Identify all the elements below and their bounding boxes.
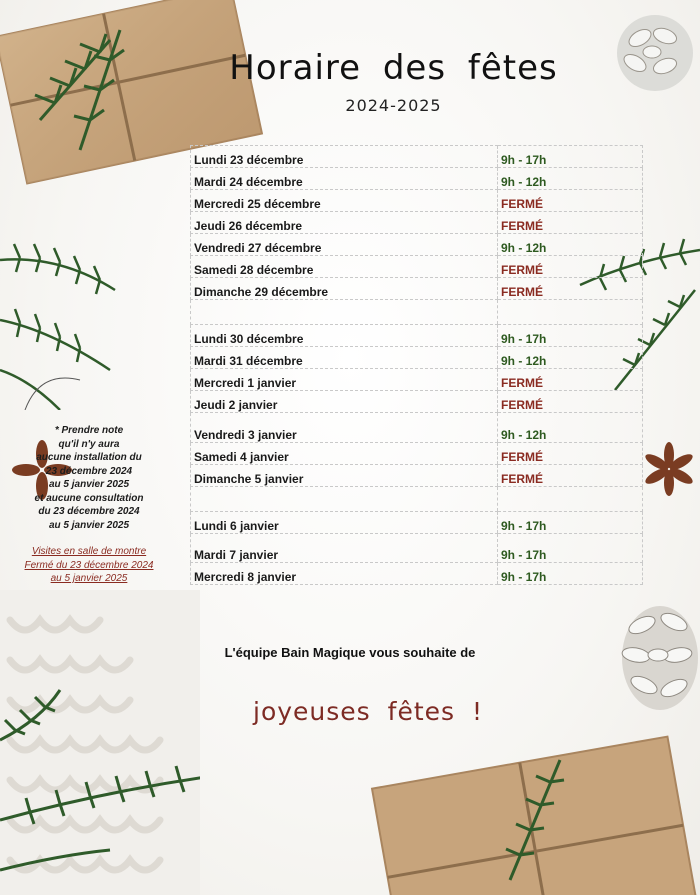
day-cell: Jeudi 2 janvier bbox=[191, 391, 498, 413]
table-row bbox=[191, 190, 643, 212]
installation-note bbox=[14, 424, 164, 532]
day-cell: Lundi 30 décembre bbox=[191, 325, 498, 347]
hours-cell: FERMÉ bbox=[498, 465, 643, 487]
day-cell: Dimanche 5 janvier bbox=[191, 465, 498, 487]
table-row bbox=[191, 563, 643, 585]
table-row bbox=[191, 256, 643, 278]
day-cell: Lundi 23 décembre bbox=[191, 146, 498, 168]
note-line: et aucune consultation bbox=[34, 492, 144, 504]
spacer-row bbox=[191, 300, 643, 325]
hours-cell: FERMÉ bbox=[498, 369, 643, 391]
day-cell: Lundi 6 janvier bbox=[191, 512, 498, 534]
star-anise-right-icon bbox=[640, 440, 698, 498]
day-cell: Jeudi 26 décembre bbox=[191, 212, 498, 234]
note-line: 23 décembre 2024 bbox=[45, 465, 133, 477]
hours-cell: 9h - 12h bbox=[498, 168, 643, 190]
visit-line: au 5 janvier 2025 bbox=[50, 573, 128, 584]
day-cell: Mardi 24 décembre bbox=[191, 168, 498, 190]
day-cell: Mardi 31 décembre bbox=[191, 347, 498, 369]
hours-cell: FERMÉ bbox=[498, 256, 643, 278]
note-line: aucune installation du bbox=[36, 452, 142, 463]
table-row bbox=[191, 146, 643, 168]
holiday-greeting: joyeuses fêtes ! bbox=[253, 697, 483, 726]
day-cell: Dimanche 29 décembre bbox=[191, 278, 498, 300]
day-cell: Mardi 7 janvier bbox=[191, 534, 498, 563]
day-cell: Samedi 28 décembre bbox=[191, 256, 498, 278]
table-row bbox=[191, 512, 643, 534]
hours-cell: 9h - 17h bbox=[498, 146, 643, 168]
visit-line: Fermé du 23 décembre 2024 bbox=[24, 559, 154, 571]
hours-cell: 9h - 12h bbox=[498, 234, 643, 256]
hours-cell: FERMÉ bbox=[498, 212, 643, 234]
note-line: au 5 janvier 2025 bbox=[48, 479, 130, 490]
table-row bbox=[191, 212, 643, 234]
knit-blanket bbox=[0, 590, 200, 895]
hours-cell: FERMÉ bbox=[498, 278, 643, 300]
visit-line: Visites en salle de montre bbox=[31, 546, 147, 557]
day-cell: Mercredi 1 janvier bbox=[191, 369, 498, 391]
hours-cell: 9h - 12h bbox=[498, 413, 643, 443]
page-title: Horaire des fêtes bbox=[229, 48, 558, 88]
note-line: au 5 janvier 2025 bbox=[48, 519, 130, 531]
note-line: du 23 décembre 2024 bbox=[38, 506, 140, 517]
hours-cell: 9h - 12h bbox=[498, 347, 643, 369]
day-cell: Mercredi 8 janvier bbox=[191, 563, 498, 585]
day-cell: Samedi 4 janvier bbox=[191, 443, 498, 465]
hours-cell: FERMÉ bbox=[498, 391, 643, 413]
day-cell: Vendredi 3 janvier bbox=[191, 413, 498, 443]
hours-cell: 9h - 17h bbox=[498, 512, 643, 534]
pine-branch-left-icon bbox=[0, 220, 130, 410]
team-wish-text: L'équipe Bain Magique vous souhaite de bbox=[224, 645, 476, 660]
table-row bbox=[191, 413, 643, 443]
table-row bbox=[191, 278, 643, 300]
hours-cell: 9h - 17h bbox=[498, 563, 643, 585]
page-subtitle: 2024-2025 bbox=[345, 96, 442, 115]
table-row bbox=[191, 347, 643, 369]
day-cell: Mercredi 25 décembre bbox=[191, 190, 498, 212]
hours-cell: FERMÉ bbox=[498, 190, 643, 212]
hours-cell: FERMÉ bbox=[498, 443, 643, 465]
table-row bbox=[191, 465, 643, 487]
day-cell: Vendredi 27 décembre bbox=[191, 234, 498, 256]
gift-box-bottom-right-icon bbox=[360, 700, 700, 895]
table-row bbox=[191, 534, 643, 563]
table-row bbox=[191, 168, 643, 190]
table-row bbox=[191, 325, 643, 347]
showroom-visit-note bbox=[14, 545, 164, 586]
spacer-row bbox=[191, 487, 643, 512]
table-row bbox=[191, 369, 643, 391]
holiday-schedule-table bbox=[190, 145, 643, 585]
table-row bbox=[191, 443, 643, 465]
table-row bbox=[191, 391, 643, 413]
hours-cell: 9h - 17h bbox=[498, 534, 643, 563]
table-row bbox=[191, 234, 643, 256]
note-line: * Prendre note bbox=[54, 425, 124, 436]
note-line: qu'il n'y aura bbox=[58, 438, 120, 450]
hours-cell: 9h - 17h bbox=[498, 325, 643, 347]
